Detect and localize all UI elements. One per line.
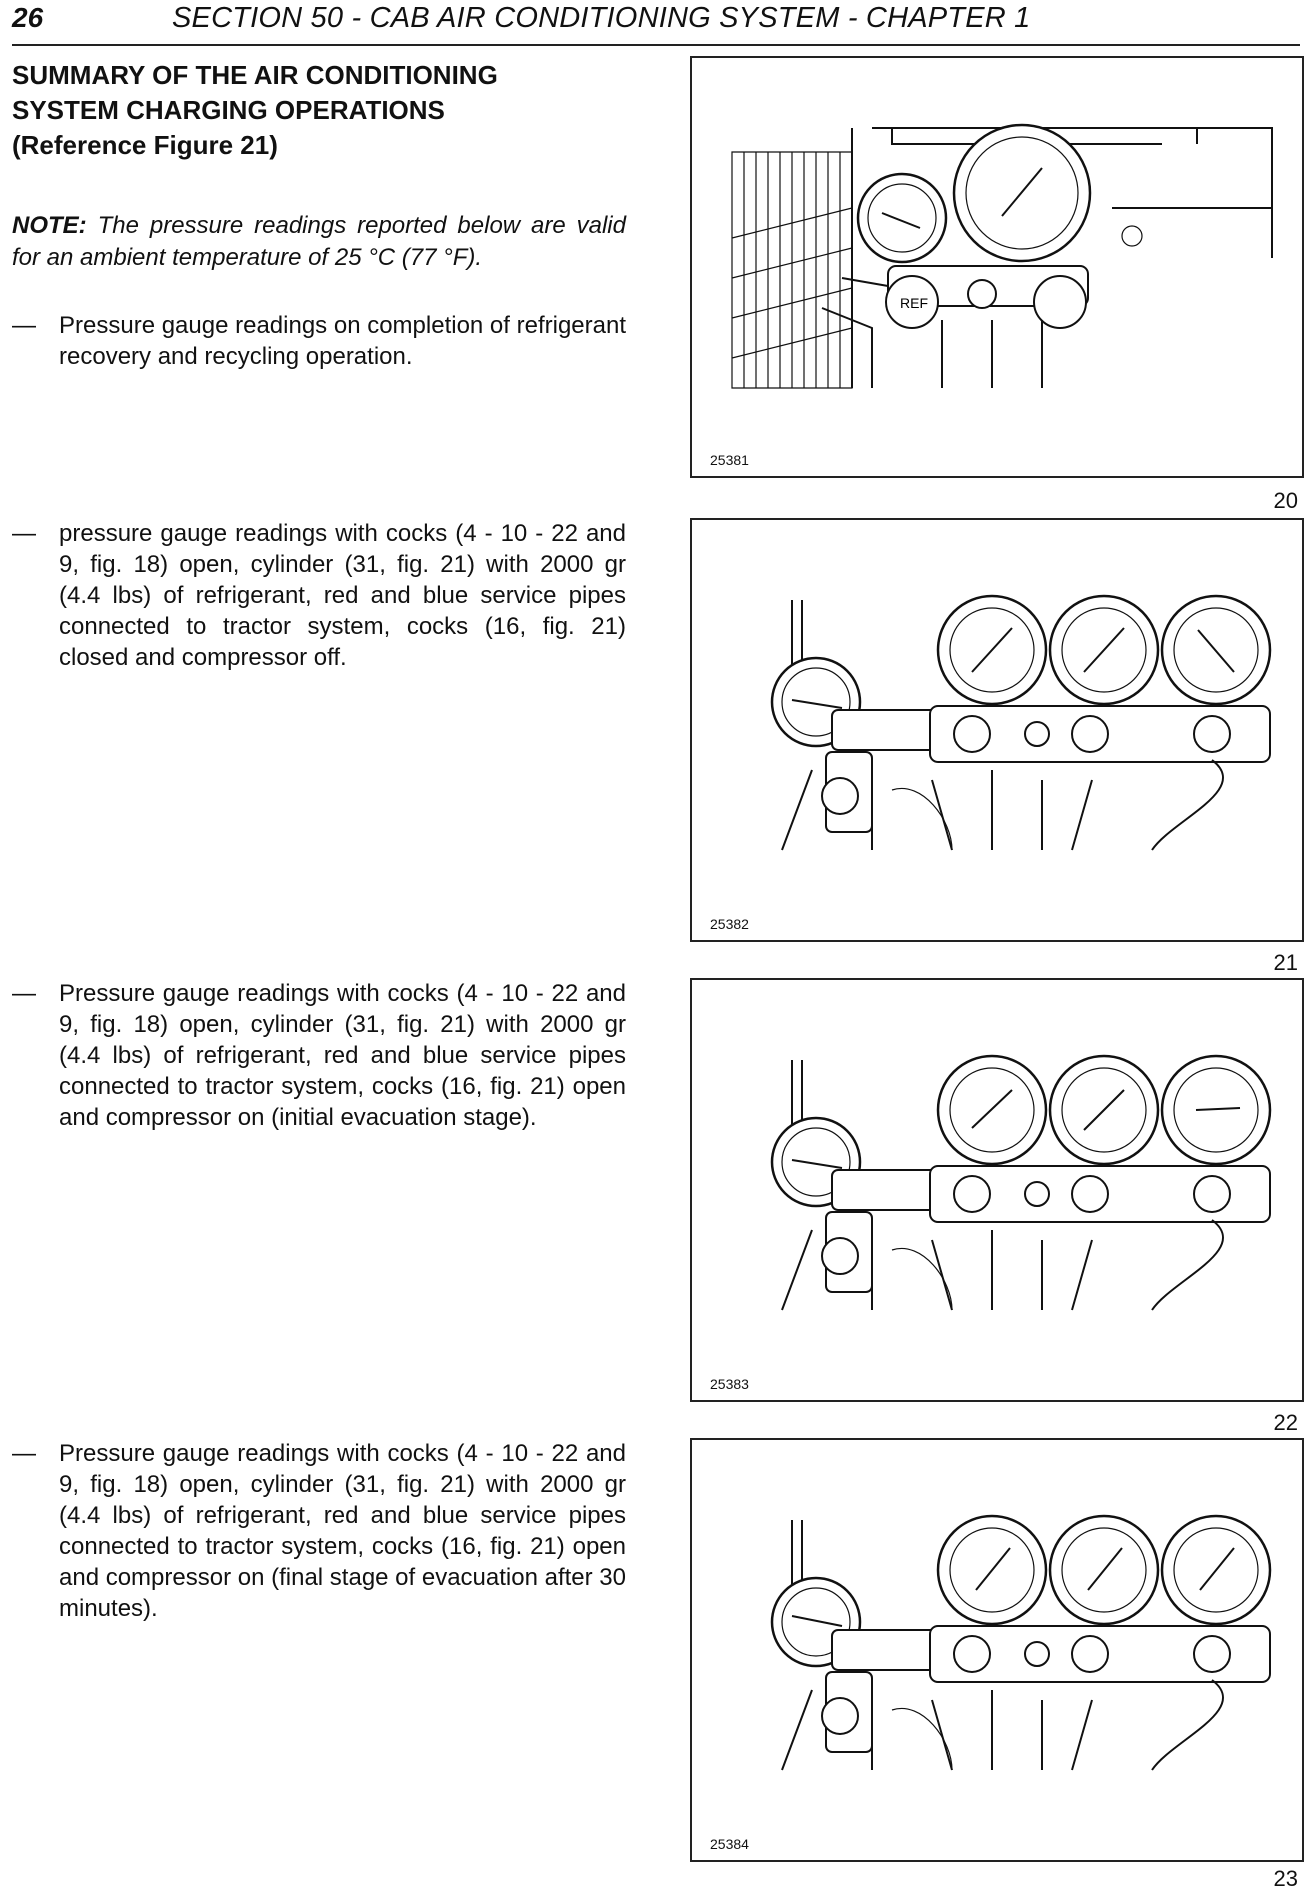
condenser-grille [732,152,852,388]
manifold-four-gauge-illustration [692,520,1302,940]
list-item [12,1438,626,1624]
section-title: SECTION 50 - CAB AIR CONDITIONING SYSTEM - CHAPTER 1 [172,2,1031,34]
figure-panel [690,1438,1304,1862]
figure-panel [690,978,1304,1402]
page-header [12,0,1300,46]
list-item [12,978,626,1133]
list-item-text: pressure gauge readings with cocks (4 - 10 - 22 and 9, fig. 18) open, cylinder (31, fig. 21) with 2000 gr (4.4 lbs) of refrigerant, red and blue service pipes connected to tractor system, cocks (16, fig. 21) closed and compressor off. [59,520,626,671]
figure-number: 20 [1273,488,1298,513]
list-item-text: Pressure gauge readings on completion of refrigerant recovery and recycling operation. [59,312,626,370]
manifold-two-gauge-illustration [692,58,1302,476]
list-dash: — [12,312,36,339]
heading-line: SUMMARY OF THE AIR CONDITIONING [12,60,498,90]
note-text: The pressure readings reported below are valid for an ambient temperature of 25 °C (77 °F). [12,212,626,271]
gauge-circle [858,174,946,262]
list-dash: — [12,980,36,1007]
heading-line: SYSTEM CHARGING OPERATIONS [12,95,445,125]
note-label: NOTE: [12,212,87,239]
figure-code: 25382 [710,916,749,932]
figure-panel [690,56,1304,478]
list-item [12,310,626,372]
figure-code: 25384 [710,1836,749,1852]
figure-number: 23 [1273,1866,1298,1891]
list-item [12,518,626,673]
figure-number: 22 [1273,1410,1298,1435]
figure-number: 21 [1273,950,1298,975]
list-dash: — [12,1440,36,1467]
manifold-four-gauge-illustration [692,1440,1302,1860]
list-item-text: Pressure gauge readings with cocks (4 - 10 - 22 and 9, fig. 18) open, cylinder (31, fig. 21) with 2000 gr (4.4 lbs) of refrigerant, red and blue service pipes connected to tractor system, cocks (16, fig. 21) open and compressor on (initial evacuation stage). [59,980,626,1131]
heading-line: (Reference Figure 21) [12,130,278,160]
note-paragraph [12,210,626,274]
list-item-text: Pressure gauge readings with cocks (4 - 10 - 22 and 9, fig. 18) open, cylinder (31, fig. 21) with 2000 gr (4.4 lbs) of refrigerant, red and blue service pipes connected to tractor system, cocks (16, fig. 21) open and compressor on (final stage of evacuation after 30 minutes). [59,1440,626,1622]
ref-label: REF [900,295,928,311]
page-number: 26 [12,2,44,33]
figure-code: 25383 [710,1376,749,1392]
summary-heading [12,58,632,163]
figure-panel [690,518,1304,942]
manifold-four-gauge-illustration [692,980,1302,1400]
list-dash: — [12,520,36,547]
figure-code: 25381 [710,452,749,468]
